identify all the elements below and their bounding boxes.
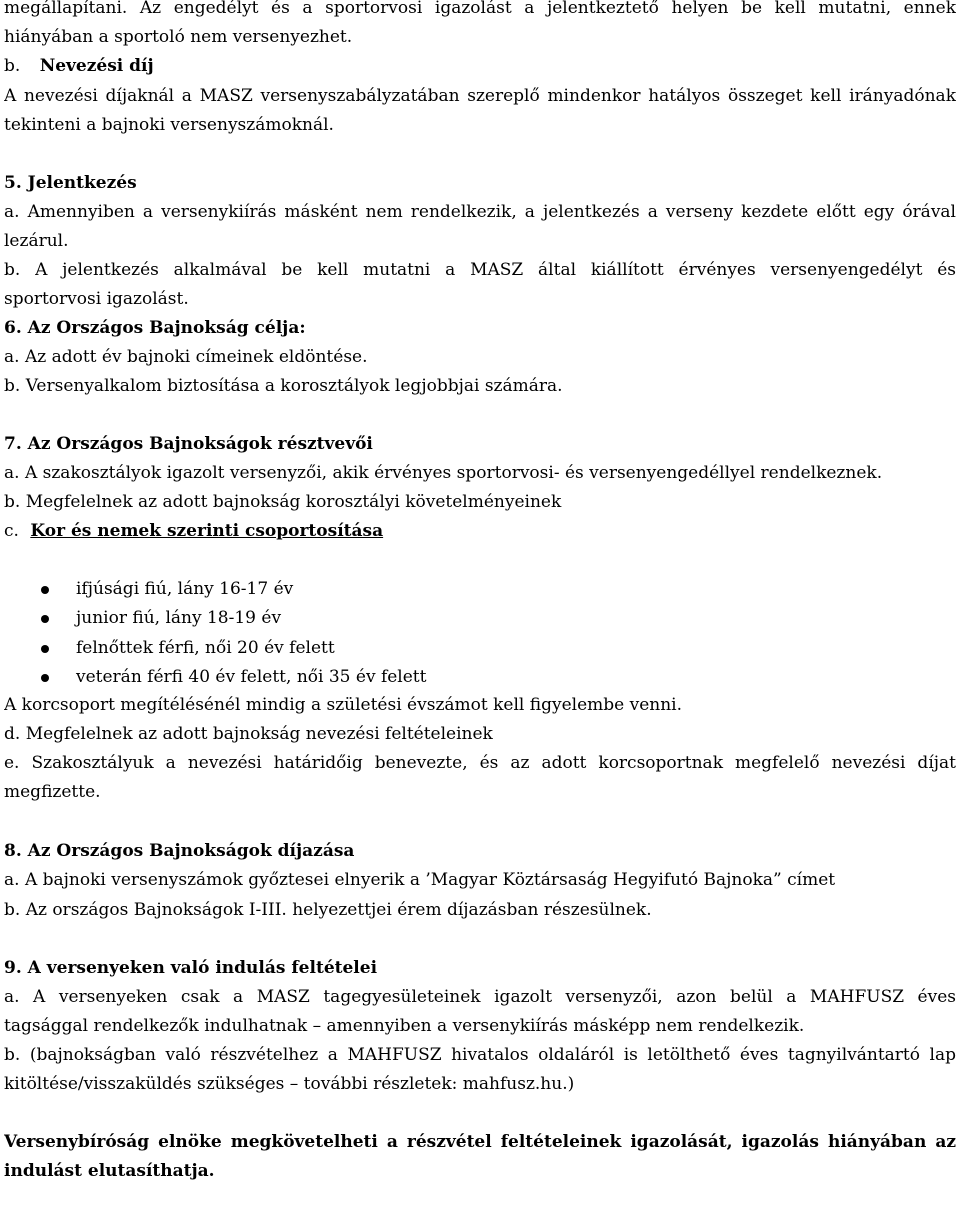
bullet-item: ifjúsági fiú, lány 16-17 év bbox=[76, 579, 294, 599]
list-item: b. Az országos Bajnokságok I-III. helyezettjei érem díjazásban részesülnek. bbox=[4, 900, 652, 920]
bullet-icon bbox=[41, 645, 49, 653]
bullet-item: veterán férfi 40 év felett, női 35 év felett bbox=[76, 667, 427, 687]
list-marker: c. bbox=[4, 521, 19, 541]
list-item: b. Megfelelnek az adott bajnokság korosztályi követelményeinek bbox=[4, 492, 562, 512]
list-marker: b. bbox=[4, 56, 21, 76]
paragraph-line: A nevezési díjaknál a MASZ versenyszabályzatában szereplő mindenkor hatályos összeget kell irányadónak bbox=[4, 86, 956, 106]
subsection-title: Nevezési díj bbox=[39, 56, 154, 76]
paragraph-line: b. A jelentkezés alkalmával be kell mutatni a MASZ által kiállított érvényes versenyengedélyt és bbox=[4, 260, 956, 280]
section-heading: 6. Az Országos Bajnokság célja: bbox=[4, 318, 306, 338]
paragraph-line: a. A versenyeken csak a MASZ tagegyesületeinek igazolt versenyzői, azon belül a MAHFUSZ éves bbox=[4, 987, 956, 1007]
paragraph-line: hiányában a sportoló nem versenyezhet. bbox=[4, 27, 353, 47]
bullet-item: felnőttek férfi, női 20 év felett bbox=[76, 638, 335, 658]
section-heading: 5. Jelentkezés bbox=[4, 173, 137, 193]
subsection-heading bbox=[4, 52, 956, 81]
list-item: d. Megfelelnek az adott bajnokság nevezési feltételeinek bbox=[4, 724, 493, 744]
paragraph-line: lezárul. bbox=[4, 231, 69, 251]
bullet-icon bbox=[41, 615, 49, 623]
closing-statement: Versenybíróság elnöke megkövetelheti a részvétel feltételeinek igazolását, igazolás hiányában az bbox=[4, 1132, 956, 1152]
section-heading: 7. Az Országos Bajnokságok résztvevői bbox=[4, 434, 373, 454]
paragraph-line: tagsággal rendelkezők indulhatnak – amennyiben a versenykiírás másképp nem rendelkezik. bbox=[4, 1016, 805, 1036]
list-item: a. A bajnoki versenyszámok győztesei elnyerik a ’Magyar Köztársaság Hegyifutó Bajnoka” címet bbox=[4, 870, 836, 890]
subsection-title: Kor és nemek szerinti csoportosítása bbox=[30, 521, 384, 541]
list-item: a. Az adott év bajnoki címeinek eldöntése. bbox=[4, 347, 368, 367]
paragraph-line: kitöltése/visszaküldés szükséges – további részletek: mahfusz.hu.) bbox=[4, 1074, 575, 1094]
paragraph-line: megfizette. bbox=[4, 782, 101, 802]
paragraph-line: e. Szakosztályuk a nevezési határidőig benevezte, és az adott korcsoportnak megfelelő nevezési díjat bbox=[4, 753, 956, 773]
paragraph-line: A korcsoport megítélésénél mindig a születési évszámot kell figyelembe venni. bbox=[4, 695, 683, 715]
bullet-item: junior fiú, lány 18-19 év bbox=[76, 608, 282, 628]
section-heading: 9. A versenyeken való indulás feltételei bbox=[4, 958, 378, 978]
paragraph-line: b. (bajnokságban való részvételhez a MAHFUSZ hivatalos oldaláról is letölthető éves tagnyilvántartó lap bbox=[4, 1045, 956, 1065]
paragraph-line: megállapítani. Az engedélyt és a sportorvosi igazolást a jelentkeztető helyen be kell mutatni, ennek bbox=[4, 0, 956, 18]
list-item: a. A szakosztályok igazolt versenyzői, akik érvényes sportorvosi- és versenyengedéllyel rendelkeznek. bbox=[4, 463, 883, 483]
closing-statement: indulást elutasíthatja. bbox=[4, 1161, 215, 1181]
section-heading: 8. Az Országos Bajnokságok díjazása bbox=[4, 841, 355, 861]
paragraph-line: sportorvosi igazolást. bbox=[4, 289, 189, 309]
subsection-heading bbox=[4, 517, 956, 546]
bullet-icon bbox=[41, 674, 49, 682]
paragraph-line: tekinteni a bajnoki versenyszámoknál. bbox=[4, 115, 334, 135]
paragraph-line: a. Amennyiben a versenykiírás másként nem rendelkezik, a jelentkezés a verseny kezdete előtt egy órával bbox=[4, 202, 956, 222]
bullet-icon bbox=[41, 586, 49, 594]
list-item: b. Versenyalkalom biztosítása a korosztályok legjobbjai számára. bbox=[4, 376, 563, 396]
